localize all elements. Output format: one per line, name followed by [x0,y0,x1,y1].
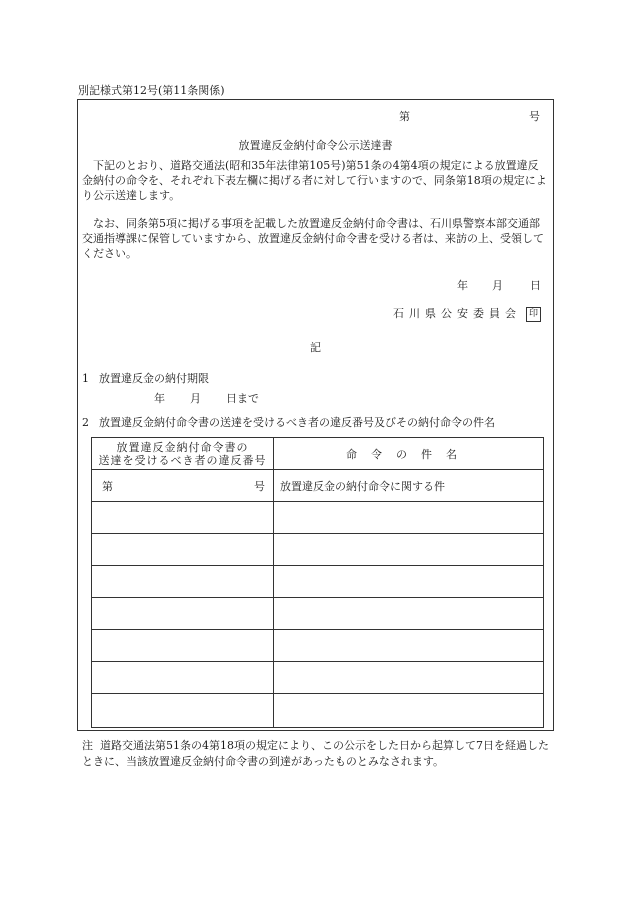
table-cell-empty [92,662,274,694]
ki-heading: 記 [310,341,321,354]
violation-table [91,437,544,728]
item1-text: 放置違反金の納付期限 [99,372,209,385]
doc-number-dai: 第 [399,110,410,123]
table-cell-empty [92,502,274,534]
table-cell-empty [92,630,274,662]
form-label: 別記様式第12号(第11条関係) [78,84,225,97]
deadline-until: 日まで [226,392,259,405]
item2-text: 放置違反金納付命令書の送達を受けるべき者の違反番号及びその納付命令の件名 [99,416,495,429]
table-row [92,598,544,630]
date-month: 月 [492,279,503,292]
table-header-col2: 命令の件名 [274,438,544,470]
table-row [92,566,544,598]
body-paragraph-1: 下記のとおり、道路交通法(昭和35年法律第105号)第51条の4第4項の規定による放置違反金納付の命令を、それぞれ下表左欄に掲げる者に対して行いますので、同条第18項の規定により公示送達します。 [82,159,547,202]
row-dai: 第 [102,479,113,493]
doc-number-go: 号 [529,110,540,123]
note-text [82,738,552,770]
table-cell-empty [274,630,544,662]
table-header-col1 [92,438,274,470]
deadline-year: 年 [154,392,165,405]
table-cell-empty [92,598,274,630]
table-cell-empty [274,662,544,694]
issuer-name: 石川県公安委員会 [393,307,521,320]
table-cell-empty [274,534,544,566]
table-header-row [92,438,544,470]
table-cell-subject: 放置違反金の納付命令に関する件 [274,470,544,502]
table-cell-empty [274,502,544,534]
table-cell-empty [274,694,544,728]
item2-number: 2 [82,416,89,429]
table-header-col1-line2: 送達を受けるべき者の違反番号 [98,453,267,467]
table-header-col1-line1: 放置違反金納付命令書の [116,440,249,454]
table-row [92,694,544,728]
table-cell-empty [92,694,274,728]
note-label: 注 [82,739,93,752]
table-cell-number [92,470,274,502]
date-year: 年 [457,279,468,292]
table-row [92,470,544,502]
seal-stamp: 印 [526,307,541,322]
table-row [92,534,544,566]
table-cell-empty [274,598,544,630]
table-row [92,662,544,694]
body-paragraph-2: なお、同条第5項に掲げる事項を記載した放置違反金納付命令書は、石川県警察本部交通部交通指導課に保管していますから、放置違反金納付命令書を受ける者は、来訪の上、受領してください。 [82,217,544,260]
deadline-month: 月 [190,392,201,405]
document-title: 放置違反金納付命令公示送達書 [238,139,393,152]
note-text-content: 道路交通法第51条の4第18項の規定により、この公示をした日から起算して7日を経過したときに、当該放置違反金納付命令書の到達があったものとみなされます。 [82,739,549,768]
table-cell-empty [92,566,274,598]
table-row [92,630,544,662]
date-day: 日 [530,279,541,292]
item1-number: 1 [82,372,89,385]
table-row [92,502,544,534]
table-cell-empty [274,566,544,598]
table-cell-empty [92,534,274,566]
row-go: 号 [254,479,265,493]
